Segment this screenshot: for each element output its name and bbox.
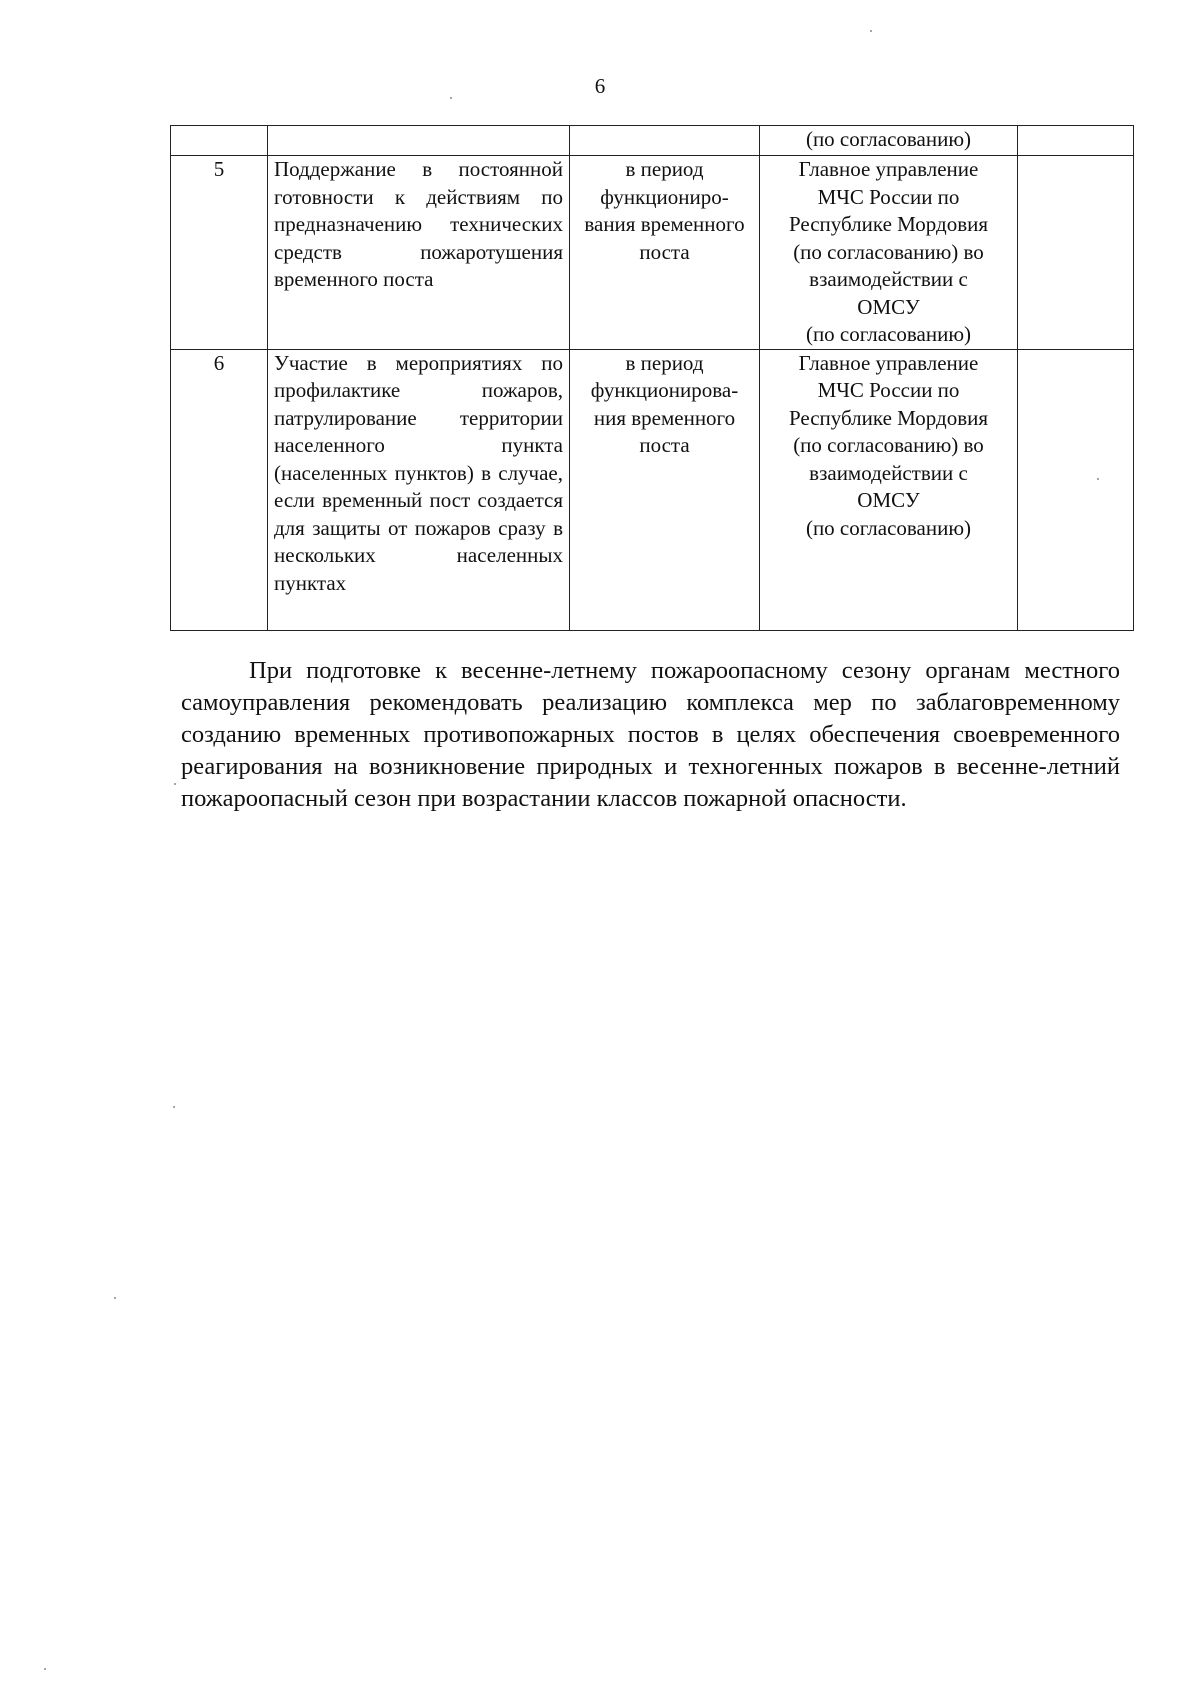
cell-action [268,126,570,156]
row-number: 6 [171,349,268,630]
responsible-line: (по согласованию) [805,515,972,540]
responsible-line: ОМСУ [857,294,920,319]
table-row-continuation [171,126,1134,156]
cell-period [570,126,760,156]
body-paragraph: При подготовке к весенне-летнему пожароопасному сезону органам местного самоуправления рекомендовать реализацию комплекса мер по заблаговременному созданию временных противопожарных постов в целях обеспечения своевременного реагирования на возникновение природных и техногенных пожаров в весенне-летний пожароопасный сезон при возрастании классов пожарной опасности. [181,657,1120,812]
responsible-line: взаимодействии с [809,460,968,485]
table-row-5 [171,156,1134,350]
row-number: 5 [171,156,268,350]
cell-num [171,126,268,156]
cell-note [1018,156,1134,350]
action-text: Участие в мероприятиях по профилактике пожаров, патрулирование территории населенного пункта (населенных пунктов) в случае, если временный пост создается для защиты от пожаров сразу в нескольких населенных пунктах [268,349,570,630]
cell-responsible [760,126,1018,156]
scan-speck [870,30,872,32]
table-row-6 [171,349,1134,630]
period-text: в период функционирова-ния временного поста [570,349,760,630]
cell-note [1018,349,1134,630]
scan-speck [44,1668,46,1670]
responsible-line: МЧС России по [817,378,960,402]
period-text: в период функциониро-вания временного поста [570,156,760,350]
responsible-line: (по согласованию) [805,322,972,346]
action-text: Поддержание в постоянной готовности к действиям по предназначению технических средств пожаротушения временного поста [268,156,570,350]
measures-table [170,125,1134,631]
responsible-text [760,156,1018,350]
scan-speck [173,1106,175,1108]
scan-speck [1097,478,1099,480]
responsible-line: Республике Мордовия [788,405,989,430]
responsible-line: (по согласованию) во [793,239,984,264]
responsible-line: (по согласованию) во [793,433,984,457]
scan-speck [174,783,176,785]
responsible-line: Главное управление [798,157,979,181]
responsible-line: Республике Мордовия [788,212,989,236]
scan-speck [114,1297,116,1299]
page-number: 6 [594,74,606,98]
responsible-line: Главное управление [798,350,979,375]
responsible-line: взаимодействии с [809,267,968,291]
responsible-line: ОМСУ [857,488,920,512]
cell-note [1018,126,1134,156]
responsible-note: (по согласованию) [805,127,972,151]
responsible-line: МЧС России по [817,184,960,209]
responsible-text [760,349,1018,630]
scan-speck [450,97,452,99]
